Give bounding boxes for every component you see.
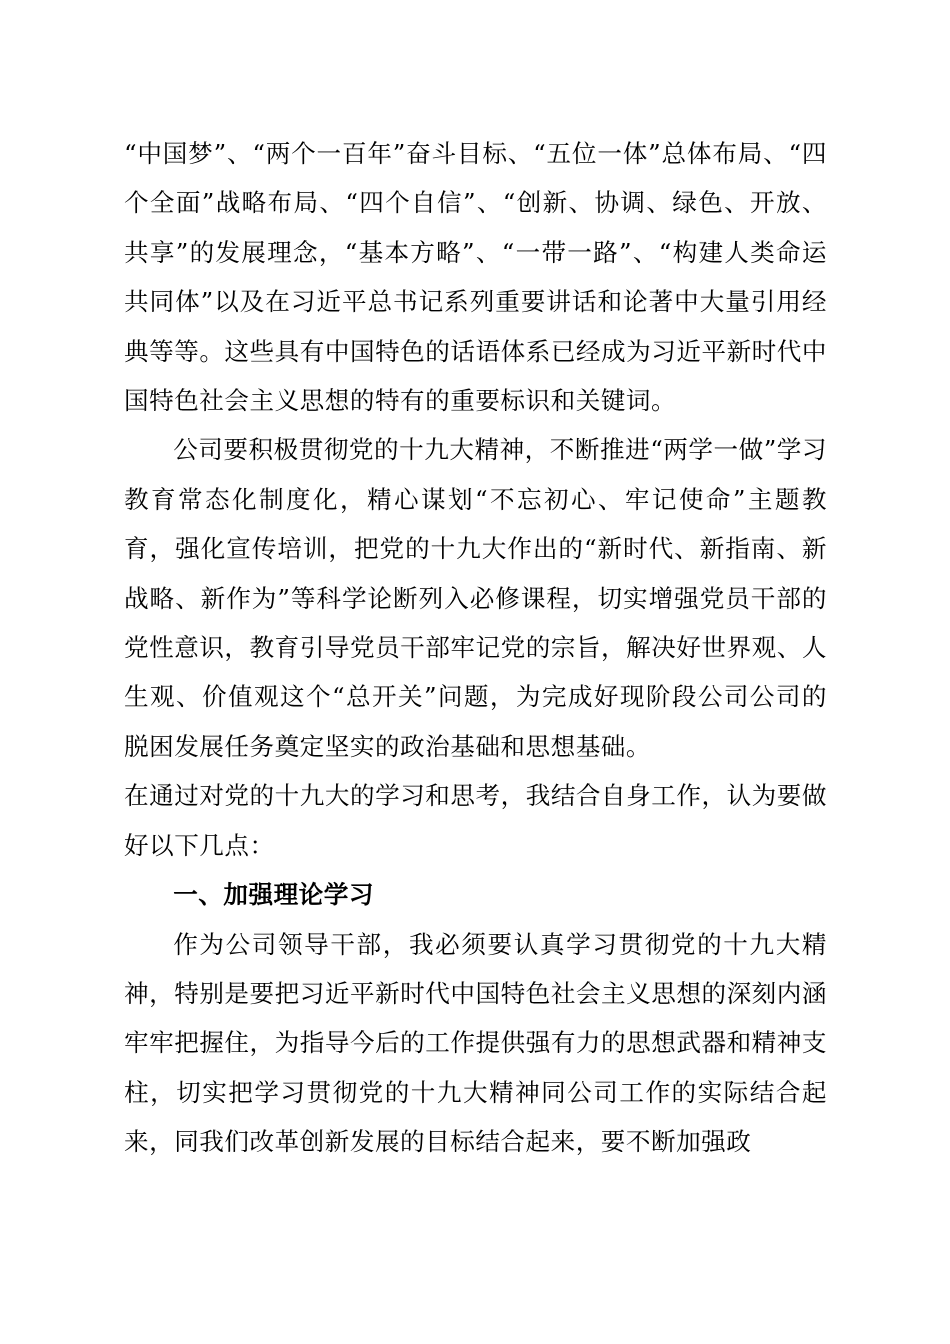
paragraph-company-implementation: 公司要积极贯彻党的十九大精神，不断推进“两学一做”学习教育常态化制度化，精心谋划“不忘初心、牢记使命”主题教育，强化宣传培训，把党的十九大作出的“新时代、新指南、新战略、新作为”等科学论断列入必修课程，切实增强党员干部的党性意识，教育引导党员干部牢记党的宗旨，解决好世界观、人生观、价值观这个“总开关”问题，为完成好现阶段公司公司的脱困发展任务奠定坚实的政治基础和思想基础。	[124, 435, 827, 761]
section-heading-theory-study: 一、加强理论学习	[173, 880, 374, 910]
paragraph-leader-study: 作为公司领导干部，我必须要认真学习贯彻党的十九大精神，特别是要把习近平新时代中国特色社会主义思想的深刻内涵牢牢把握住，为指导今后的工作提供强有力的思想武器和精神支柱，切实把学习贯彻党的十九大精神同公司工作的实际结合起来，同我们改革创新发展的目标结合起来，要不断加强政	[124, 929, 827, 1157]
document-body	[124, 129, 827, 1167]
paragraph-reflection-intro: 在通过对党的十九大的学习和思考，我结合自身工作，认为要做好以下几点：	[124, 781, 827, 860]
paragraph-discourse-system: “中国梦”、“两个一百年”奋斗目标、“五位一体”总体布局、“四个全面”战略布局、“四个自信”、“创新、协调、绿色、开放、共享”的发展理念，“基本方略”、“一带一路”、“构建人类命运共同体”以及在习近平总书记系列重要讲话和论著中大量引用经典等等。这些具有中国特色的话语体系已经成为习近平新时代中国特色社会主义思想的特有的重要标识和关键词。	[124, 139, 827, 416]
